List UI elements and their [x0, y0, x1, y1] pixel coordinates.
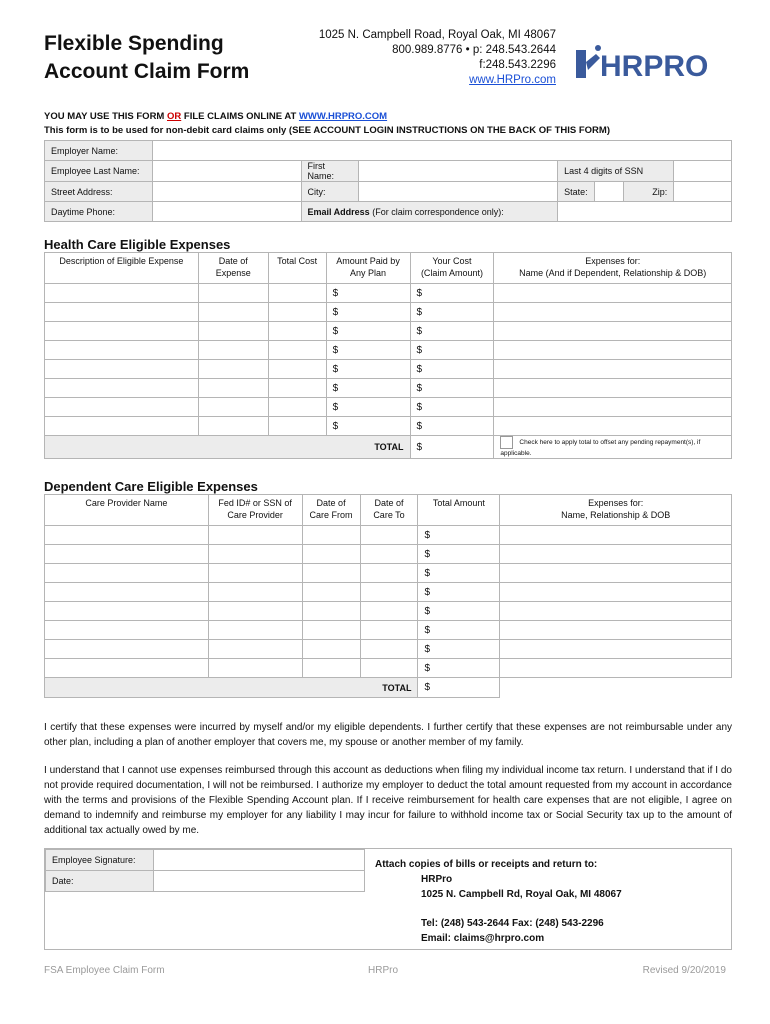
dc-expense-row [45, 640, 732, 659]
hc-expense-cell[interactable] [268, 379, 326, 398]
dc-expense-cell[interactable] [45, 621, 209, 640]
street-field[interactable] [152, 182, 301, 202]
hc-expense-cell[interactable] [494, 417, 732, 436]
return-instructions: Attach copies of bills or receipts and return to: HRPro 1025 N. Campbell Rd, Royal Oak, MI 48067 Tel: (248) 543-2644 Fax: (248) 543-2296 Email: claims@hrpro.com [375, 859, 622, 944]
last-name-field[interactable] [152, 161, 301, 182]
hc-expense-cell[interactable]: $ [326, 379, 410, 398]
dc-expense-cell[interactable] [302, 621, 360, 640]
hc-expense-cell[interactable]: $ [326, 303, 410, 322]
hc-expense-cell[interactable] [198, 322, 268, 341]
hc-expense-cell[interactable]: $ [326, 417, 410, 436]
hc-expense-row [45, 398, 732, 417]
signature-section [44, 848, 732, 950]
dc-expense-cell[interactable]: $ [418, 545, 500, 564]
dc-expense-cell[interactable] [360, 640, 418, 659]
dc-expense-cell[interactable]: $ [418, 621, 500, 640]
email-label: Email Address (For claim correspondence only): [301, 202, 558, 222]
company-website-link[interactable]: www.HRPro.com [469, 74, 556, 86]
zip-label: Zip: [624, 182, 674, 202]
hc-expense-cell[interactable]: $ [410, 341, 494, 360]
footer-company: HRPro [368, 965, 399, 976]
hc-expense-cell[interactable]: $ [410, 417, 494, 436]
notice: YOU MAY USE THIS FORM OR FILE CLAIMS ONLINE AT WWW.HRPRO.COM This form is to be used for non-debit card claims only (SEE ACCOUNT LOGIN INSTRUCTIONS ON THE BACK OF THIS FORM) [44, 111, 610, 136]
hc-expense-cell[interactable] [198, 360, 268, 379]
hc-expense-cell[interactable] [494, 379, 732, 398]
dc-expense-row [45, 583, 732, 602]
company-address: 1025 N. Campbell Road, Royal Oak, MI 48067 [318, 29, 556, 41]
dc-expense-cell[interactable] [500, 621, 732, 640]
hc-expense-cell[interactable]: $ [326, 360, 410, 379]
dc-expense-cell[interactable] [360, 621, 418, 640]
dc-expense-row [45, 526, 732, 545]
street-label: Street Address: [45, 182, 153, 202]
dc-expense-cell[interactable] [208, 564, 302, 583]
dc-total-label: TOTAL [45, 678, 418, 698]
hc-expense-cell[interactable]: $ [410, 360, 494, 379]
dc-expense-cell[interactable] [302, 526, 360, 545]
hc-expense-cell[interactable] [494, 398, 732, 417]
signature-label: Employee Signature: [46, 850, 154, 871]
dc-expense-cell[interactable]: $ [418, 659, 500, 678]
footer-revision: Revised 9/20/2019 [642, 965, 726, 976]
dc-expense-cell[interactable] [500, 564, 732, 583]
dc-expense-row [45, 602, 732, 621]
hc-expense-cell[interactable] [198, 303, 268, 322]
hrpro-logo [572, 42, 732, 82]
signature-field[interactable] [153, 850, 364, 871]
hc-col-expenses-for: Expenses for: Name (And if Dependent, Relationship & DOB) [494, 253, 732, 284]
dc-expense-cell[interactable] [302, 602, 360, 621]
hc-expense-cell[interactable] [198, 379, 268, 398]
phone-label: Daytime Phone: [45, 202, 153, 222]
hc-col-amount-paid: Amount Paid by Any Plan [326, 253, 410, 284]
hc-expense-row [45, 417, 732, 436]
dc-col-date-from: Date of Care From [302, 495, 360, 526]
hc-expense-cell[interactable] [268, 322, 326, 341]
dc-expense-cell[interactable] [45, 564, 209, 583]
dependent-care-title: Dependent Care Eligible Expenses [44, 479, 258, 494]
hc-expense-row [45, 360, 732, 379]
dc-expense-row [45, 621, 732, 640]
dc-expense-cell[interactable] [208, 659, 302, 678]
hc-col-description: Description of Eligible Expense [45, 253, 199, 284]
hc-total-field[interactable]: $ [410, 436, 494, 459]
email-field[interactable] [558, 202, 732, 222]
hc-expense-cell[interactable]: $ [410, 398, 494, 417]
state-field[interactable] [594, 182, 624, 202]
hc-expense-cell[interactable] [45, 322, 199, 341]
dc-expense-cell[interactable]: $ [418, 583, 500, 602]
dc-expense-cell[interactable] [45, 640, 209, 659]
last-name-label: Employee Last Name: [45, 161, 153, 182]
hc-col-total-cost: Total Cost [268, 253, 326, 284]
hc-expense-row [45, 303, 732, 322]
employer-name-field[interactable] [152, 141, 731, 161]
state-label: State: [558, 182, 595, 202]
dc-expense-cell[interactable] [45, 526, 209, 545]
dc-expense-cell[interactable]: $ [418, 564, 500, 583]
dc-expense-cell[interactable] [500, 526, 732, 545]
dc-col-total-amount: Total Amount [418, 495, 500, 526]
hc-expense-cell[interactable] [268, 360, 326, 379]
dependent-care-table [44, 494, 732, 698]
hc-expense-cell[interactable] [494, 360, 732, 379]
signature-table [45, 849, 365, 892]
dc-expense-cell[interactable] [208, 545, 302, 564]
dc-expense-cell[interactable] [45, 602, 209, 621]
dc-expense-cell[interactable] [360, 564, 418, 583]
first-name-label: First Name: [301, 161, 359, 182]
dc-expense-cell[interactable] [500, 659, 732, 678]
offset-checkbox[interactable] [500, 436, 513, 449]
dc-expense-row [45, 659, 732, 678]
dc-total-field[interactable]: $ [418, 678, 500, 698]
hc-expense-cell[interactable]: $ [410, 379, 494, 398]
hc-expense-row [45, 284, 732, 303]
dc-expense-cell[interactable] [208, 640, 302, 659]
dc-expense-cell[interactable] [360, 659, 418, 678]
hc-expense-cell[interactable] [268, 341, 326, 360]
dc-expense-cell[interactable] [208, 526, 302, 545]
city-label: City: [301, 182, 359, 202]
dc-expense-cell[interactable] [302, 564, 360, 583]
hc-col-your-cost: Your Cost (Claim Amount) [410, 253, 494, 284]
hc-expense-cell[interactable] [268, 417, 326, 436]
hc-expense-row [45, 379, 732, 398]
hc-expense-row [45, 322, 732, 341]
dc-expense-cell[interactable] [500, 583, 732, 602]
dc-expense-cell[interactable] [208, 621, 302, 640]
dc-expense-cell[interactable] [302, 583, 360, 602]
dc-col-expenses-for: Expenses for: Name, Relationship & DOB [500, 495, 732, 526]
dc-expense-cell[interactable] [360, 602, 418, 621]
company-phone: 800.989.8776 • p: 248.543.2644 [392, 44, 556, 56]
hc-expense-cell[interactable]: $ [326, 322, 410, 341]
dc-col-provider: Care Provider Name [45, 495, 209, 526]
employee-info-table [44, 140, 732, 222]
dc-expense-cell[interactable] [45, 545, 209, 564]
dc-expense-cell[interactable] [302, 545, 360, 564]
ssn-field[interactable] [674, 161, 732, 182]
dc-expense-cell[interactable] [45, 659, 209, 678]
hc-expense-cell[interactable] [268, 398, 326, 417]
dc-expense-cell[interactable] [208, 583, 302, 602]
hc-expense-cell[interactable]: $ [410, 303, 494, 322]
hc-expense-cell[interactable] [268, 303, 326, 322]
hc-expense-cell[interactable] [198, 341, 268, 360]
certification-paragraph-2: I understand that I cannot use expenses reimbursed through this account as deductions when filing my individual income tax return. I understand that if I do not provide required documentation, I will not be reimbursed. I authorize my employer to deduct the total amount requested from my account in accordance with the terms and provisions of the Flexible Spending Account plan. If I receive reimbursement for health care expenses that are not eligible, I agree on demand to indemnify and reimburse my employer for any liability I may incur for failure to withhold income tax or Social Security tax up to the amount of additional tax actually owed by me. [44, 765, 732, 836]
first-name-field[interactable] [359, 161, 558, 182]
dc-expense-cell[interactable]: $ [418, 526, 500, 545]
zip-field[interactable] [674, 182, 732, 202]
dc-col-date-to: Date of Care To [360, 495, 418, 526]
dc-expense-cell[interactable] [500, 545, 732, 564]
health-care-table [44, 252, 732, 459]
dc-expense-cell[interactable] [360, 583, 418, 602]
logo-text: HRPRO [600, 50, 709, 82]
footer-form-name: FSA Employee Claim Form [44, 965, 165, 976]
phone-field[interactable] [152, 202, 301, 222]
dc-expense-cell[interactable] [360, 545, 418, 564]
hc-offset-option[interactable] [494, 436, 732, 459]
dc-expense-cell[interactable] [360, 526, 418, 545]
dc-expense-cell[interactable]: $ [418, 602, 500, 621]
hc-expense-cell[interactable] [45, 398, 199, 417]
hc-col-date: Date of Expense [198, 253, 268, 284]
dc-col-fed-id: Fed ID# or SSN of Care Provider [208, 495, 302, 526]
company-fax: f:248.543.2296 [479, 59, 556, 71]
date-field[interactable] [153, 871, 364, 892]
hc-expense-cell[interactable] [198, 284, 268, 303]
dc-expense-row [45, 564, 732, 583]
hc-expense-cell[interactable] [45, 284, 199, 303]
dc-expense-cell[interactable] [500, 602, 732, 621]
ssn-label: Last 4 digits of SSN [558, 161, 674, 182]
health-care-title: Health Care Eligible Expenses [44, 237, 231, 252]
hc-expense-cell[interactable] [494, 322, 732, 341]
hc-expense-cell[interactable]: $ [326, 398, 410, 417]
hc-expense-cell[interactable]: $ [326, 341, 410, 360]
hc-expense-cell[interactable] [45, 360, 199, 379]
online-claims-link[interactable]: WWW.HRPRO.COM [298, 111, 388, 122]
dc-expense-cell[interactable] [500, 640, 732, 659]
hc-expense-cell[interactable] [268, 284, 326, 303]
date-label: Date: [46, 871, 154, 892]
company-address-block [300, 28, 556, 88]
hc-expense-cell[interactable] [45, 379, 199, 398]
hc-expense-row [45, 341, 732, 360]
certification-paragraph-1: I certify that these expenses were incurred by myself and/or my eligible dependents. I further certify that these expenses are not reimbursable under any other plan, including a plan of another employer that covers me, my spouse or another member of my family. [44, 722, 732, 748]
hc-expense-cell[interactable] [45, 303, 199, 322]
hc-expense-cell[interactable]: $ [410, 284, 494, 303]
hc-expense-cell[interactable] [494, 284, 732, 303]
form-title: Flexible Spending Account Claim Form [44, 32, 250, 83]
dc-expense-cell[interactable] [45, 583, 209, 602]
hc-expense-cell[interactable] [45, 417, 199, 436]
city-field[interactable] [359, 182, 558, 202]
hc-total-label: TOTAL [45, 436, 411, 459]
hc-expense-cell[interactable] [494, 303, 732, 322]
dc-expense-cell[interactable] [208, 602, 302, 621]
dc-expense-cell[interactable]: $ [418, 640, 500, 659]
dc-expense-cell[interactable] [302, 659, 360, 678]
hc-expense-cell[interactable] [198, 398, 268, 417]
dc-expense-row [45, 545, 732, 564]
hc-expense-cell[interactable]: $ [410, 322, 494, 341]
hc-expense-cell[interactable] [45, 341, 199, 360]
offset-note: Check here to apply total to offset any pending repayment(s), if applicable. [500, 439, 701, 457]
employer-name-label: Employer Name: [45, 141, 153, 161]
hc-expense-cell[interactable] [198, 417, 268, 436]
dc-expense-cell[interactable] [302, 640, 360, 659]
hc-expense-cell[interactable] [494, 341, 732, 360]
hc-expense-cell[interactable]: $ [326, 284, 410, 303]
